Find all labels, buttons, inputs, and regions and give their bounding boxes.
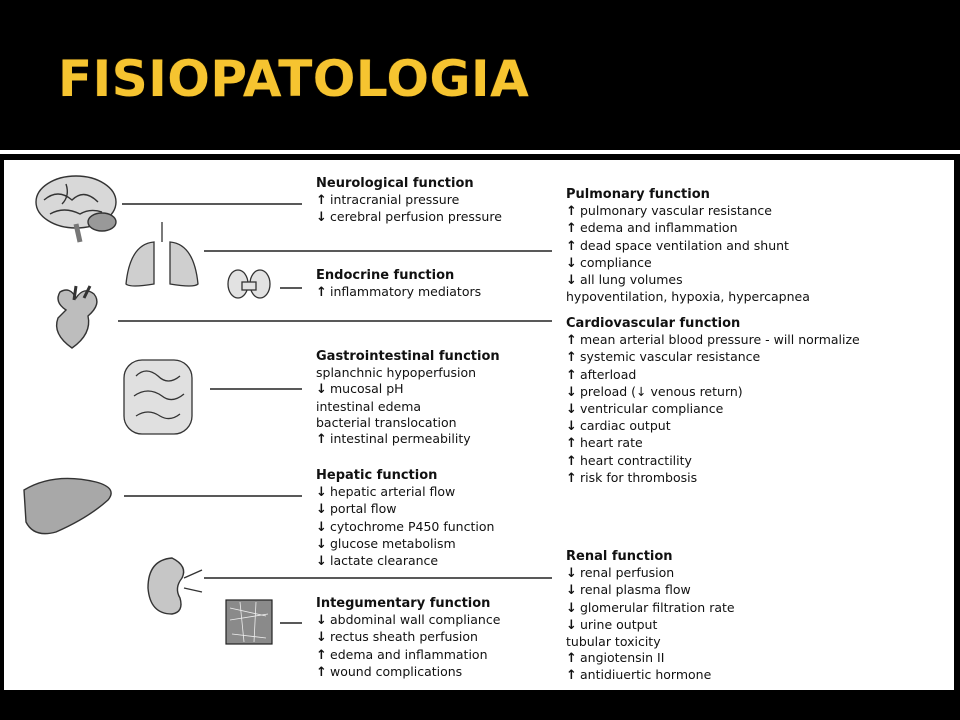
list-item: ↓ hepatic arterial flow xyxy=(316,484,456,501)
list-item: ↑ systemic vascular resistance xyxy=(566,349,761,366)
section-hepatic xyxy=(316,468,494,570)
section-cardiovascular xyxy=(566,316,860,487)
title-divider xyxy=(0,150,960,154)
liver-icon xyxy=(24,478,111,533)
kidney-icon xyxy=(148,558,202,614)
section-heading: Hepatic function xyxy=(316,468,438,483)
intestine-icon xyxy=(124,360,192,434)
list-item: ↓ all lung volumes xyxy=(566,272,683,289)
section-gastrointestinal xyxy=(316,349,500,448)
list-item: ↑ edema and inflammation xyxy=(566,220,738,237)
list-item: ↑ pulmonary vascular resistance xyxy=(566,203,772,220)
list-item: ↑ intestinal permeability xyxy=(316,431,471,448)
list-item: ↑ wound complications xyxy=(316,663,463,680)
section-heading: Pulmonary function xyxy=(566,187,710,202)
list-item: ↑ dead space ventilation and shunt xyxy=(566,237,789,254)
list-item: ↓ cytochrome P450 function xyxy=(316,518,495,535)
list-item: ↓ preload (↓ venous return) xyxy=(566,383,743,400)
list-item: ↓ lactate clearance xyxy=(316,553,439,570)
list-item: intestinal edema xyxy=(316,398,422,414)
list-item: hypoventilation, hypoxia, hypercapnea xyxy=(566,289,810,305)
list-item: ↓ renal plasma flow xyxy=(566,582,691,599)
list-item: ↑ mean arterial blood pressure - will normalize xyxy=(566,332,860,349)
list-item: ↓ ventricular compliance xyxy=(566,401,724,418)
heart-icon xyxy=(57,286,97,348)
list-item: ↑ heart rate xyxy=(566,435,643,452)
section-renal xyxy=(566,549,735,685)
list-item: ↓ glucose metabolism xyxy=(316,535,456,552)
list-item: ↓ rectus sheath perfusion xyxy=(316,629,478,646)
section-heading: Gastrointestinal function xyxy=(316,349,500,364)
slide-title: FISIOPATOLOGIA xyxy=(58,50,530,108)
list-item: tubular toxicity xyxy=(566,634,661,650)
section-endocrine xyxy=(316,268,481,301)
list-item: ↓ compliance xyxy=(566,254,652,271)
list-item: ↓ cerebral perfusion pressure xyxy=(316,209,502,226)
list-item: ↑ angiotensin II xyxy=(566,650,665,667)
lungs-icon xyxy=(126,222,198,286)
list-item: ↓ mucosal pH xyxy=(316,381,404,398)
list-item: ↑ afterload xyxy=(566,366,637,383)
list-item: ↓ abdominal wall compliance xyxy=(316,612,501,629)
thyroid-icon xyxy=(228,270,270,298)
section-heading: Integumentary function xyxy=(316,596,491,611)
diagram-panel xyxy=(4,160,954,690)
list-item: ↓ renal perfusion xyxy=(566,565,675,582)
list-item: ↓ portal flow xyxy=(316,501,397,518)
list-item: ↑ antidiuertic hormone xyxy=(566,667,712,684)
list-item: ↑ risk for thrombosis xyxy=(566,469,698,486)
list-item: ↑ intracranial pressure xyxy=(316,192,460,209)
section-heading: Neurological function xyxy=(316,176,474,191)
list-item: ↓ cardiac output xyxy=(566,418,671,435)
list-item: bacterial translocation xyxy=(316,414,457,430)
list-item: ↓ urine output xyxy=(566,616,658,633)
section-heading: Cardiovascular function xyxy=(566,316,741,331)
skin-tissue-icon xyxy=(226,600,272,644)
section-heading: Endocrine function xyxy=(316,268,455,283)
list-item: ↑ inflammatory mediators xyxy=(316,284,482,301)
list-item: splanchnic hypoperfusion xyxy=(316,365,477,381)
section-integumentary xyxy=(316,596,500,681)
list-item: ↑ edema and inflammation xyxy=(316,646,488,663)
list-item: ↓ glomerular filtration rate xyxy=(566,599,735,616)
section-heading: Renal function xyxy=(566,549,673,564)
section-neurological xyxy=(316,176,502,227)
list-item: ↑ heart contractility xyxy=(566,452,692,469)
brain-icon xyxy=(36,176,116,242)
section-pulmonary xyxy=(566,187,810,305)
